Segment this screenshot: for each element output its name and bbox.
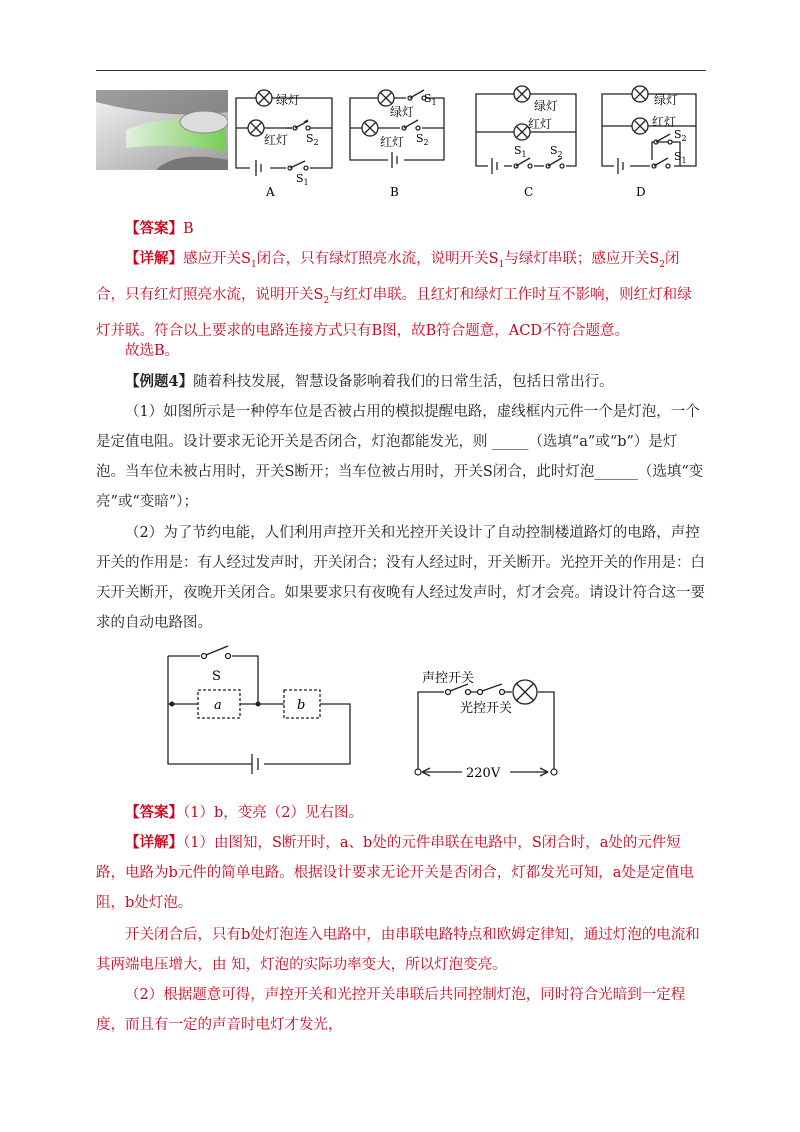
sound-switch-label: 声控开关 [422,671,475,686]
subscript: 1 [250,259,257,270]
switch-s1-label: $S_1$ [424,92,437,107]
switch-s2-label: $S_2$ [674,128,687,143]
faucet-photo [96,90,228,170]
detail-tag: 【详解】 [125,250,183,267]
circuit-option-b [340,80,454,200]
detail-paragraph-1 [96,828,706,918]
circuit-option-d [594,80,706,200]
option-letter: D [636,185,646,199]
answer-value: （1）b，变亮（2）见右图。 [183,805,363,821]
green-light-label: 绿灯 [390,105,415,119]
voltage-label: 220V [466,766,501,781]
question-part-2: （2）为了节约电能，人们利用声控开关和光控开关设计了自动控制楼道路灯的电路，声控开关的作用是：有人经过发声时，开关闭合；没有人经过时，开关断开。光控开关的作用是：白天开关断开，夜晚开关闭合。如果要求只有夜晚有人经过发声时，灯才会亮。请设计符合这一要求的自动电路图。 [96,525,705,631]
detail-text: 闭合，只有绿灯照亮水流，说明开关S [256,251,499,267]
answer-line [96,214,706,244]
switch-s1-label: $S_1$ [674,150,687,165]
lamp-circuit-figure [408,660,568,784]
example-intro: 随着科技发展，智慧设备影响着我们的日常生活，包括日常出行。 [193,374,614,390]
detail-paragraph-2: 开关闭合后，只有b处灯泡连入电路中，由串联电路特点和欧姆定律知，通过灯泡的电流和其两端电压增大，由 知，灯泡的实际功率变大，所以灯泡变亮。 [96,927,700,973]
parking-circuit-figure [160,642,360,782]
switch-label: S [212,669,221,684]
box-a-label: a [214,698,222,713]
box-b-label: b [297,698,306,713]
answer-tag: 【答案】 [125,220,183,237]
red-light-label: 红灯 [380,135,405,149]
green-light-label: 绿灯 [276,93,301,107]
conclusion: 故选B。 [125,343,180,359]
detail-text: 与红灯串联。且红灯和绿灯工作时互不影响，则红灯和绿灯并联。符合以上要求的电路连接方式只有B图，故B符合题意，ACD不符合题意。 [96,286,692,339]
circuit-option-c [468,80,586,200]
subscript: 1 [498,259,505,270]
header-rule [96,70,706,71]
example-tag: 【例题4】 [125,373,194,390]
detail-tag: 【详解】 [125,834,183,851]
detail-text: 闭合，只有红灯照亮水流，说明开关S [96,251,680,303]
red-light-label: 红灯 [528,117,553,131]
option-letter: B [390,185,399,199]
switch-s1-label: $S_1$ [296,172,309,187]
detail-text: 与绿灯串联；感应开关S [504,251,660,267]
switch-s2-label: $S_2$ [306,132,319,147]
subscript: 2 [659,259,666,270]
option-letter: A [266,185,275,199]
detail-paragraph [96,244,706,346]
example-heading [96,367,706,397]
detail-text: （1）由图知，S断开时，a、b处的元件串联在电路中，S闭合时，a处的元件短路，电路为b元件的简单电路。根据设计要求无论开关是否闭合，灯都发光可知，a处是定值电阻，b处灯泡。 [96,835,694,911]
answer-value: B [183,221,194,237]
light-switch-label: 光控开关 [460,701,513,716]
switch-s2-label: $S_2$ [416,132,429,147]
question-part-1: （1）如图所示是一种停车位是否被占用的模拟提醒电路，虚线框内元件一个是灯泡，一个是定值电阻。设计要求无论开关是否闭合，灯泡都能发光，则 _____（选填“a”或“b”）是灯泡。当车位未被占用时，开关S断开；当车位被占用时，开关S闭合，此时灯泡______（选填“变亮”或“变暗”）； [96,404,704,510]
detail-text: 感应开关S [183,251,251,267]
answer-tag: 【答案】 [125,804,183,821]
option-letter: C [524,185,534,199]
subscript: 2 [323,295,330,306]
answer-line-4 [96,798,706,828]
green-light-label: 绿灯 [534,99,559,113]
red-light-label: 红灯 [264,133,289,147]
switch-s1-label: $S_1$ [514,144,527,159]
green-light-label: 绿灯 [654,93,679,107]
red-light-label: 红灯 [652,115,677,129]
switch-s2-label: $S_2$ [550,144,563,159]
circuit-option-a [228,80,340,200]
detail-paragraph-3: （2）根据题意可得，声控开关和光控开关串联后共同控制灯泡，同时符合光暗到一定程度，而且有一定的声音时电灯才发光， [96,987,686,1033]
